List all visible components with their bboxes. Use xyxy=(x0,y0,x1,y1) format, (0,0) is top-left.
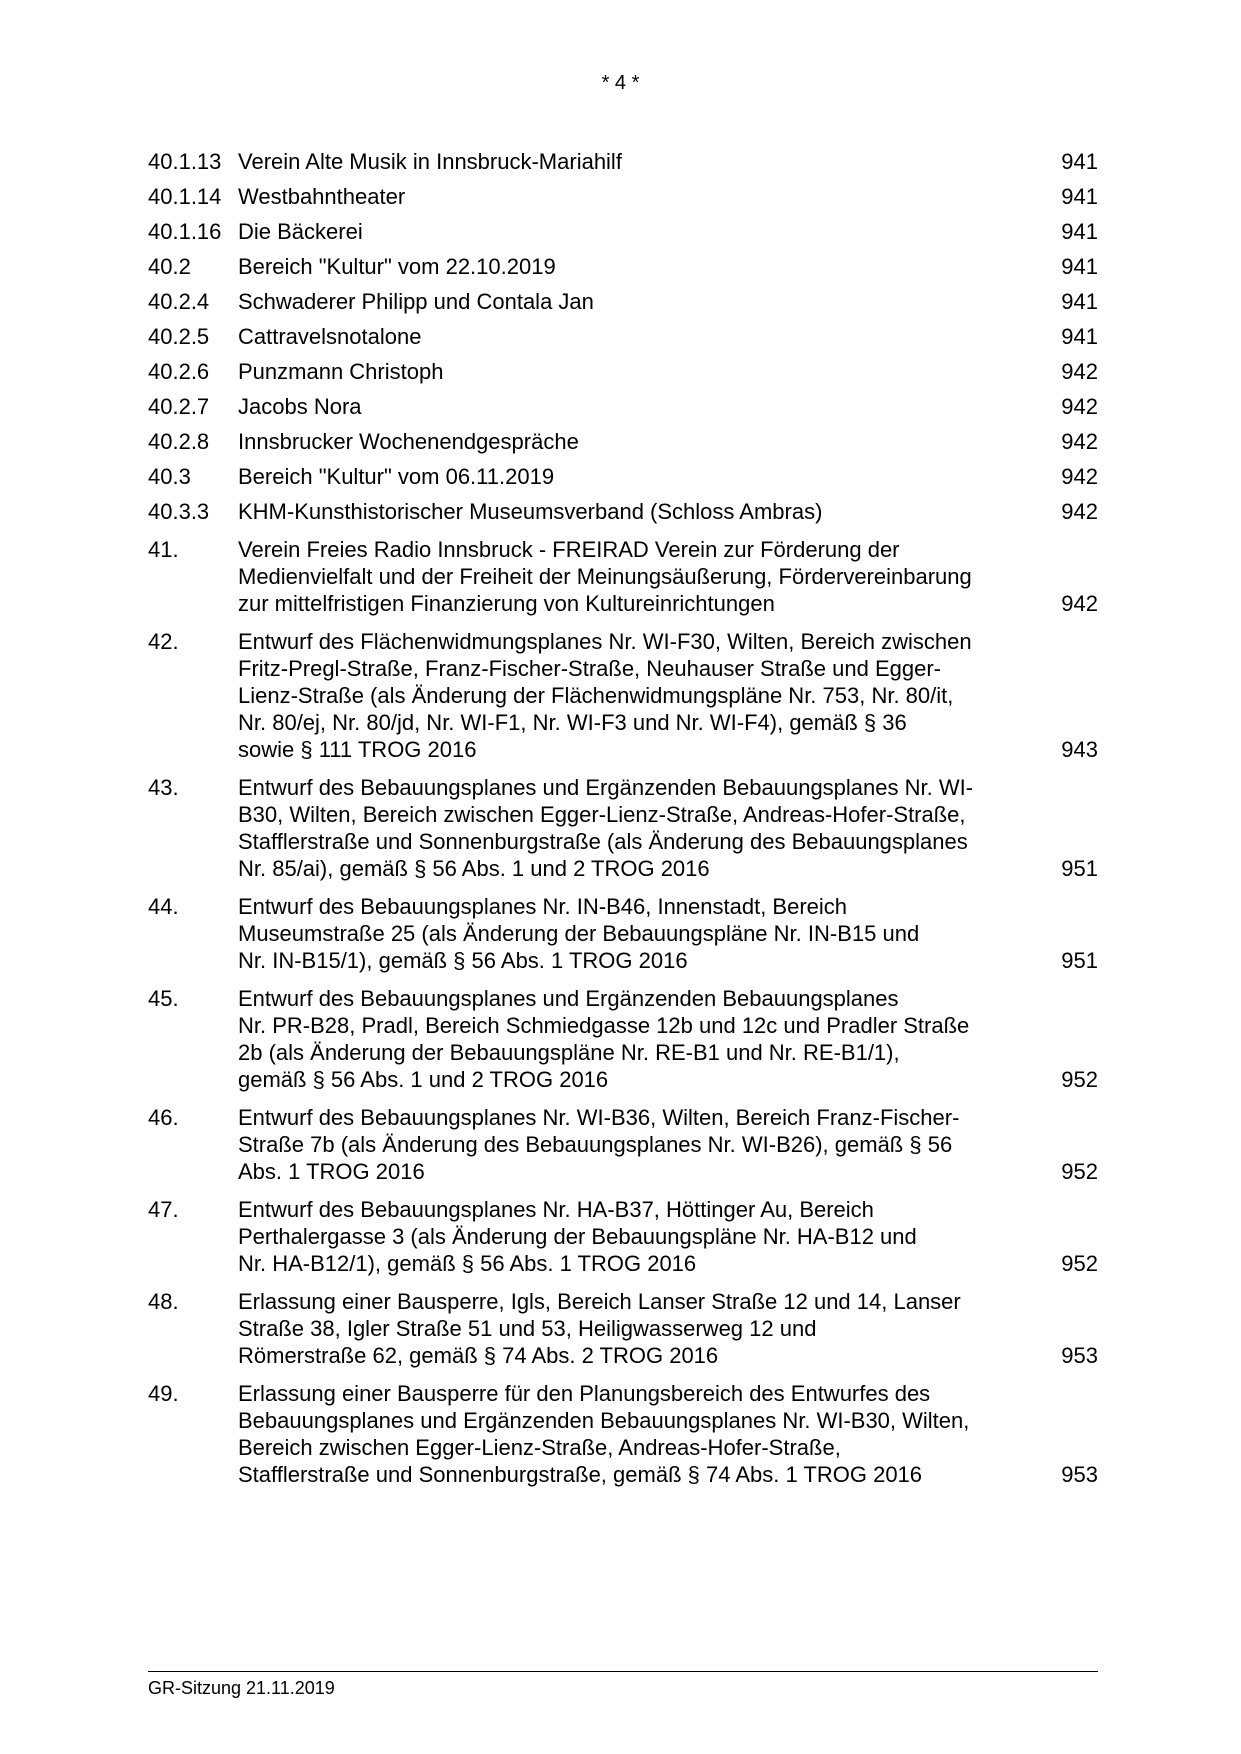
toc-entry-page: 952 xyxy=(1061,1067,1098,1092)
toc-entry-number: 49. xyxy=(148,1381,179,1406)
toc-entry xyxy=(148,218,1098,245)
toc-entry-title: Entwurf des Bebauungsplanes Nr. WI-B36, Wilten, Bereich Franz-Fischer- Straße 7b (als Änderung des Bebauungsplanes Nr. WI-B26), gemäß § 56 Abs. 1 TROG 2016 xyxy=(238,1105,960,1184)
table-of-contents xyxy=(148,148,1098,1488)
toc-entry-number: 48. xyxy=(148,1289,179,1314)
toc-entry-title: KHM-Kunsthistorischer Museumsverband (Schloss Ambras) xyxy=(238,499,823,524)
toc-entry-page: 951 xyxy=(1061,948,1098,973)
toc-entry xyxy=(148,358,1098,385)
toc-entry-page: 941 xyxy=(1061,289,1098,314)
toc-entry-number: 40.3 xyxy=(148,464,191,489)
toc-entry-number: 40.2 xyxy=(148,254,191,279)
toc-entry xyxy=(148,428,1098,455)
toc-entry-number: 40.2.8 xyxy=(148,429,210,454)
toc-entry-page: 953 xyxy=(1061,1462,1098,1487)
page-number: * 4 * xyxy=(601,72,640,94)
toc-entry-title: Schwaderer Philipp und Contala Jan xyxy=(238,289,594,314)
toc-entry-title: Erlassung einer Bausperre für den Planungsbereich des Entwurfes des Bebauungsplanes und Ergänzenden Bebauungsplanes Nr. WI-B30, Wilten, Bereich zwischen Egger-Lienz-Straße, Andreas-Hofer-Straße, Stafflerstraße und Sonnenburgstraße, gemäß § 74 Abs. 1 TROG 2016 xyxy=(238,1381,970,1487)
toc-entry-number: 40.3.3 xyxy=(148,499,210,524)
toc-entry-number: 45. xyxy=(148,986,179,1011)
toc-entry-page: 942 xyxy=(1061,359,1098,384)
toc-entry-page: 953 xyxy=(1061,1343,1098,1368)
toc-entry xyxy=(148,253,1098,280)
toc-entry-number: 40.2.7 xyxy=(148,394,210,419)
toc-entry xyxy=(148,148,1098,175)
toc-entry xyxy=(148,985,1098,1093)
toc-entry-number: 40.2.5 xyxy=(148,324,210,349)
toc-entry xyxy=(148,183,1098,210)
toc-entry xyxy=(148,1288,1098,1369)
toc-entry-page: 942 xyxy=(1061,394,1098,419)
toc-entry xyxy=(148,323,1098,350)
toc-entry-title: Entwurf des Flächenwidmungsplanes Nr. WI-F30, Wilten, Bereich zwischen Fritz-Pregl-Straße, Franz-Fischer-Straße, Neuhauser Straße und Egger- Lienz-Straße (als Änderung der Flächenwidmungspläne Nr. 753, Nr. 80/it, Nr. 80/ej, Nr. 80/jd, Nr. WI-F1, Nr. WI-F3 und Nr. WI-F4), gemäß § 36 sowie § 111 TROG 2016 xyxy=(238,629,972,762)
toc-entry-title: Entwurf des Bebauungsplanes und Ergänzenden Bebauungsplanes Nr. WI- B30, Wilten, Bereich zwischen Egger-Lienz-Straße, Andreas-Hofer-Straße, Stafflerstraße und Sonnenburgstraße (als Änderung des Bebauungsplanes Nr. 85/ai), gemäß § 56 Abs. 1 und 2 TROG 2016 xyxy=(238,775,974,881)
toc-entry-page: 941 xyxy=(1061,219,1098,244)
toc-entry xyxy=(148,774,1098,882)
toc-entry-page: 942 xyxy=(1061,464,1098,489)
toc-entry-page: 941 xyxy=(1061,324,1098,349)
toc-entry-page: 952 xyxy=(1061,1251,1098,1276)
toc-entry-page: 941 xyxy=(1061,149,1098,174)
toc-entry-title: Jacobs Nora xyxy=(238,394,362,419)
toc-entry-title: Verein Alte Musik in Innsbruck-Mariahilf xyxy=(238,149,622,174)
toc-entry-number: 47. xyxy=(148,1197,179,1222)
toc-entry-title: Westbahntheater xyxy=(238,184,406,209)
toc-entry-number: 43. xyxy=(148,775,179,800)
toc-entry-title: Erlassung einer Bausperre, Igls, Bereich Lanser Straße 12 und 14, Lanser Straße 38, Igler Straße 51 und 53, Heiligwasserweg 12 und Römerstraße 62, gemäß § 74 Abs. 2 TROG 2016 xyxy=(238,1289,961,1368)
toc-entry-title: Bereich "Kultur" vom 22.10.2019 xyxy=(238,254,556,279)
toc-entry-title: Entwurf des Bebauungsplanes und Ergänzenden Bebauungsplanes Nr. PR-B28, Pradl, Bereich Schmiedgasse 12b und 12c und Pradler Straße 2b (als Änderung der Bebauungspläne Nr. RE-B1 und Nr. RE-B1/1), gemäß § 56 Abs. 1 und 2 TROG 2016 xyxy=(238,986,970,1092)
toc-entry-page: 943 xyxy=(1061,737,1098,762)
toc-entry xyxy=(148,1104,1098,1185)
toc-entry-title: Cattravelsnotalone xyxy=(238,324,422,349)
toc-entry-page: 952 xyxy=(1061,1159,1098,1184)
toc-entry-number: 44. xyxy=(148,894,179,919)
toc-entry xyxy=(148,498,1098,525)
toc-entry-title: Bereich "Kultur" vom 06.11.2019 xyxy=(238,464,555,489)
toc-entry-title: Punzmann Christoph xyxy=(238,359,444,384)
toc-entry xyxy=(148,1380,1098,1488)
toc-entry-title: Innsbrucker Wochenendgespräche xyxy=(238,429,579,454)
toc-entry-number: 41. xyxy=(148,537,179,562)
toc-entry-page: 942 xyxy=(1061,499,1098,524)
toc-entry-number: 46. xyxy=(148,1105,179,1130)
footer-divider xyxy=(148,1671,1098,1672)
toc-entry-number: 40.1.14 xyxy=(148,184,222,209)
toc-entry-number: 42. xyxy=(148,629,179,654)
toc-entry-title: Verein Freies Radio Innsbruck - FREIRAD Verein zur Förderung der Medienvielfalt und der Freiheit der Meinungsäußerung, Fördervereinbarung zur mittelfristigen Finanzierung von Kultureinrichtungen xyxy=(238,537,972,616)
toc-entry-page: 942 xyxy=(1061,591,1098,616)
toc-entry-title: Entwurf des Bebauungsplanes Nr. IN-B46, Innenstadt, Bereich Museumstraße 25 (als Änderung der Bebauungspläne Nr. IN-B15 und Nr. IN-B15/1), gemäß § 56 Abs. 1 TROG 2016 xyxy=(238,894,920,973)
toc-entry-page: 951 xyxy=(1061,856,1098,881)
toc-entry xyxy=(148,288,1098,315)
footer-text: GR-Sitzung 21.11.2019 xyxy=(148,1678,335,1698)
toc-entry-page: 941 xyxy=(1061,254,1098,279)
toc-entry-title: Entwurf des Bebauungsplanes Nr. HA-B37, Höttinger Au, Bereich Perthalergasse 3 (als Änderung der Bebauungspläne Nr. HA-B12 und Nr. HA-B12/1), gemäß § 56 Abs. 1 TROG 2016 xyxy=(238,1197,917,1276)
toc-entry-number: 40.1.13 xyxy=(148,149,222,174)
toc-entry-number: 40.2.4 xyxy=(148,289,210,314)
toc-entry xyxy=(148,1196,1098,1277)
toc-entry xyxy=(148,536,1098,617)
toc-entry-number: 40.2.6 xyxy=(148,359,210,384)
toc-entry-page: 942 xyxy=(1061,429,1098,454)
toc-entry-page: 941 xyxy=(1061,184,1098,209)
toc-entry-number: 40.1.16 xyxy=(148,219,222,244)
toc-entry xyxy=(148,393,1098,420)
toc-entry xyxy=(148,628,1098,763)
toc-entry-title: Die Bäckerei xyxy=(238,219,363,244)
toc-entry xyxy=(148,463,1098,490)
toc-entry xyxy=(148,893,1098,974)
